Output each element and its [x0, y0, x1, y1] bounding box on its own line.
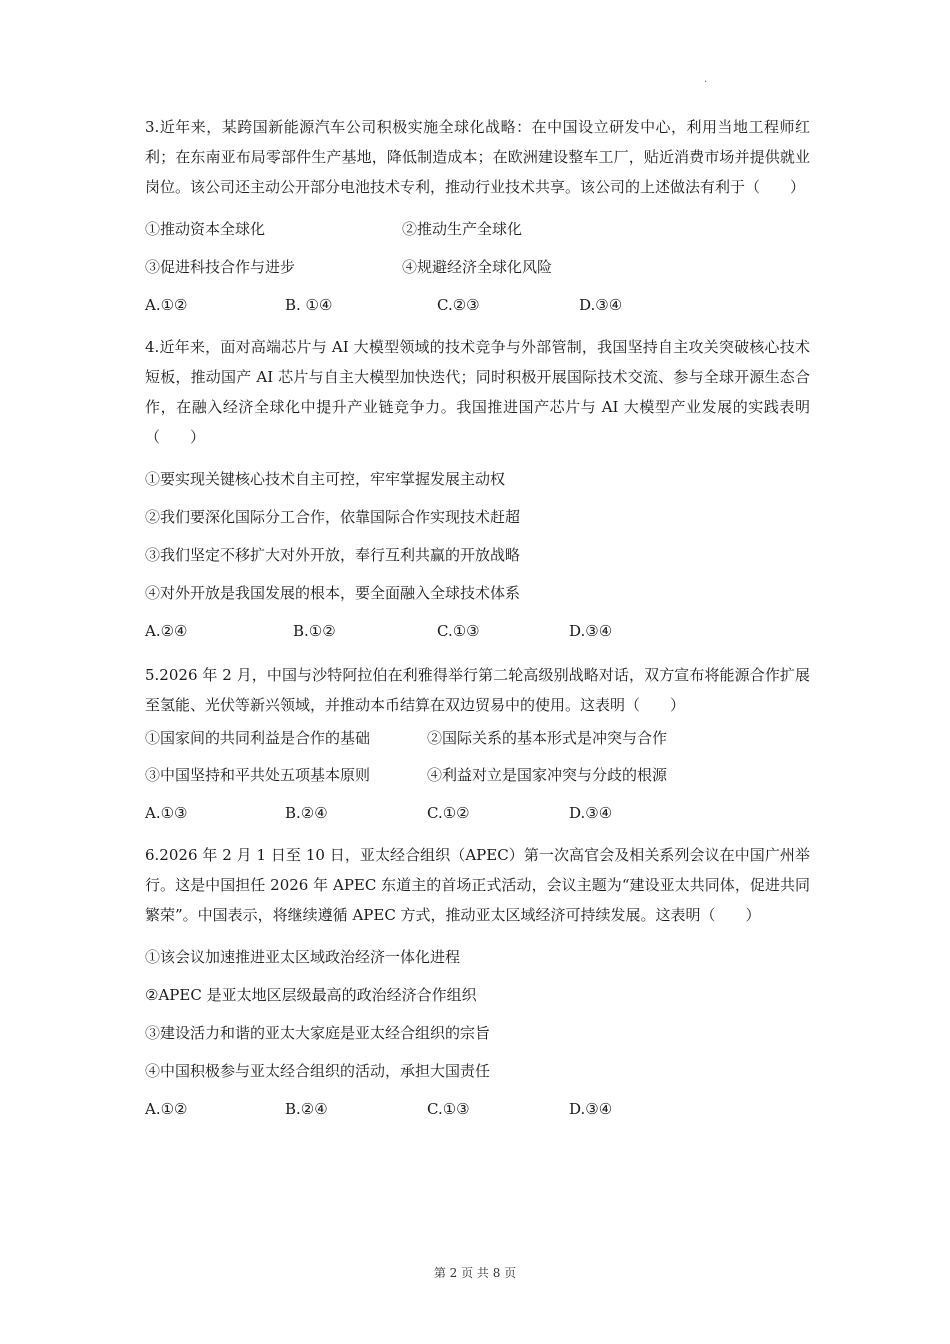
statement: ②我们要深化国际分工合作，依靠国际合作实现技术赶超 [145, 508, 521, 526]
option: A.①③ [145, 804, 188, 822]
statement: ④利益对立是国家冲突与分歧的根源 [427, 766, 668, 784]
statement: ①推动资本全球化 [145, 220, 266, 238]
question-5-statements-row-2 [145, 756, 810, 794]
option: C.①② [427, 804, 470, 822]
option: C.②③ [437, 296, 480, 314]
statement: ②国际关系的基本形式是冲突与合作 [427, 729, 668, 747]
question-4-options [145, 612, 810, 650]
question-6-options [145, 1090, 810, 1128]
statement: ④对外开放是我国发展的根本，要全面融入全球技术体系 [145, 584, 521, 602]
statement: ④规避经济全球化风险 [402, 258, 553, 276]
question-6-stem: 6.2026 年 2 月 1 日至 10 日，亚太经合组织（APEC）第一次高官会及相关系列会议在中国广州举行。这是中国担任 2026 年 APEC 东道主的首场正式活动，会议主题为“建设亚太共同体，促进共同繁荣”。中国表示，将继续遵循 APEC 方式，推动亚太区域经济可持续发展。这表明（ ） [145, 846, 810, 924]
statement: ③促进科技合作与进步 [145, 258, 296, 276]
option: B. ①④ [285, 296, 333, 314]
option: A.①② [145, 296, 188, 314]
option: A.②④ [145, 622, 188, 640]
option: D.③④ [569, 804, 613, 822]
statement: ④中国积极参与亚太经合组织的活动，承担大国责任 [145, 1062, 491, 1080]
header-mark: . [704, 74, 708, 85]
statement: ③中国坚持和平共处五项基本原则 [145, 766, 371, 784]
question-3-statements-row-1 [145, 210, 810, 248]
statement: ①要实现关键核心技术自主可控，牢牢掌握发展主动权 [145, 470, 506, 488]
option: D.③④ [569, 1100, 613, 1118]
statement: ①国家间的共同利益是合作的基础 [145, 729, 371, 747]
question-3-stem: 3.近年来，某跨国新能源汽车公司积极实施全球化战略：在中国设立研发中心，利用当地工程师红利；在东南亚布局零部件生产基地，降低制造成本；在欧洲建设整车工厂，贴近消费市场并提供就业岗位。该公司还主动公开部分电池技术专利，推动行业技术共享。该公司的上述做法有利于（ ） [145, 118, 810, 196]
question-5-stem: 5.2026 年 2 月，中国与沙特阿拉伯在利雅得举行第二轮高级别战略对话，双方宣布将能源合作扩展至氢能、光伏等新兴领域，并推动本币结算在双边贸易中的使用。这表明（ ） [145, 666, 810, 714]
statement: ②APEC 是亚太地区层级最高的政治经济合作组织 [145, 986, 477, 1004]
question-5-options [145, 794, 810, 832]
statement: ①该会议加速推进亚太区域政治经济一体化进程 [145, 948, 461, 966]
option: B.①② [293, 622, 336, 640]
option: D.③④ [569, 622, 613, 640]
option: A.①② [145, 1100, 188, 1118]
statement: ③建设活力和谐的亚太大家庭是亚太经合组织的宗旨 [145, 1024, 491, 1042]
option: C.①③ [437, 622, 480, 640]
question-3-statements-row-2 [145, 248, 810, 286]
option: D.③④ [579, 296, 623, 314]
option: B.②④ [285, 1100, 328, 1118]
statement: ②推动生产全球化 [402, 220, 523, 238]
page-content [145, 112, 810, 1128]
statement: ③我们坚定不移扩大对外开放，奉行互利共赢的开放战略 [145, 546, 521, 564]
option: B.②④ [285, 804, 328, 822]
question-4-stem: 4.近年来，面对高端芯片与 AI 大模型领域的技术竞争与外部管制，我国坚持自主攻关突破核心技术短板，推动国产 AI 芯片与自主大模型加快迭代；同时积极开展国际技术交流、参与全球开源生态合作，在融入经济全球化中提升产业链竞争力。我国推进国产芯片与 AI 大模型产业发展的实践表明（ ） [145, 338, 810, 446]
question-5-statements-row-1 [145, 720, 810, 756]
page-number: 第 2 页 共 8 页 [433, 1266, 517, 1280]
question-3-options [145, 286, 810, 324]
option: C.①③ [427, 1100, 470, 1118]
